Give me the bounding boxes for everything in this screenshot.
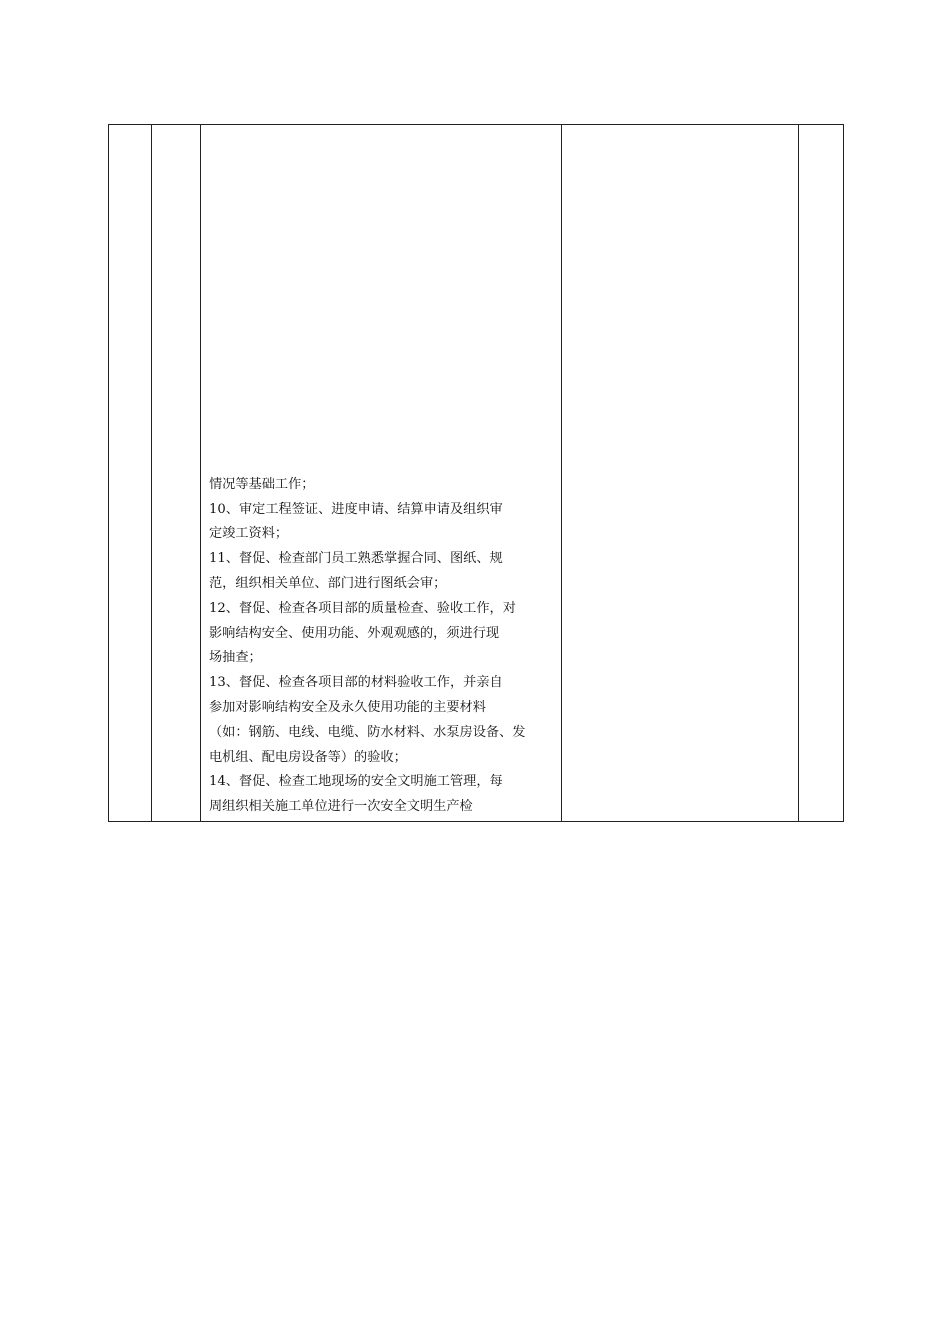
duty-line: 11、督促、检查部门员工熟悉掌握合同、图纸、规 [209,551,503,567]
responsibility-table [108,124,844,822]
duty-line: 10、审定工程签证、进度申请、结算申请及组织审 [209,501,503,517]
qualification-cell [562,125,799,822]
duty-line: 周组织相关施工单位进行一次安全文明生产检 [209,799,473,815]
duty-line: 电机组、配电房设备等）的验收； [209,749,407,765]
duty-line: 14、督促、检查工地现场的安全文明施工管理，每 [209,774,503,790]
duty-line: 情况等基础工作； [209,476,315,492]
duties-cell [201,125,562,822]
duty-line: 定竣工资料； [209,526,289,542]
table-row [109,125,844,822]
duty-line: （如：钢筋、电线、电缆、防水材料、水泵房设备、发 [209,724,526,740]
duty-line: 参加对影响结构安全及永久使用功能的主要材料 [209,700,486,716]
duty-line: 范，组织相关单位、部门进行图纸会审； [209,576,447,592]
serial-number-cell [109,125,152,822]
remarks-cell [799,125,844,822]
position-cell [152,125,201,822]
duties-text [201,473,561,821]
duty-line: 场抽查； [209,650,262,666]
duty-line: 13、督促、检查各项目部的材料验收工作，并亲自 [209,675,503,691]
duty-line: 影响结构安全、使用功能、外观观感的，须进行现 [209,625,500,641]
duty-line: 12、督促、检查各项目部的质量检查、验收工作，对 [209,600,516,616]
